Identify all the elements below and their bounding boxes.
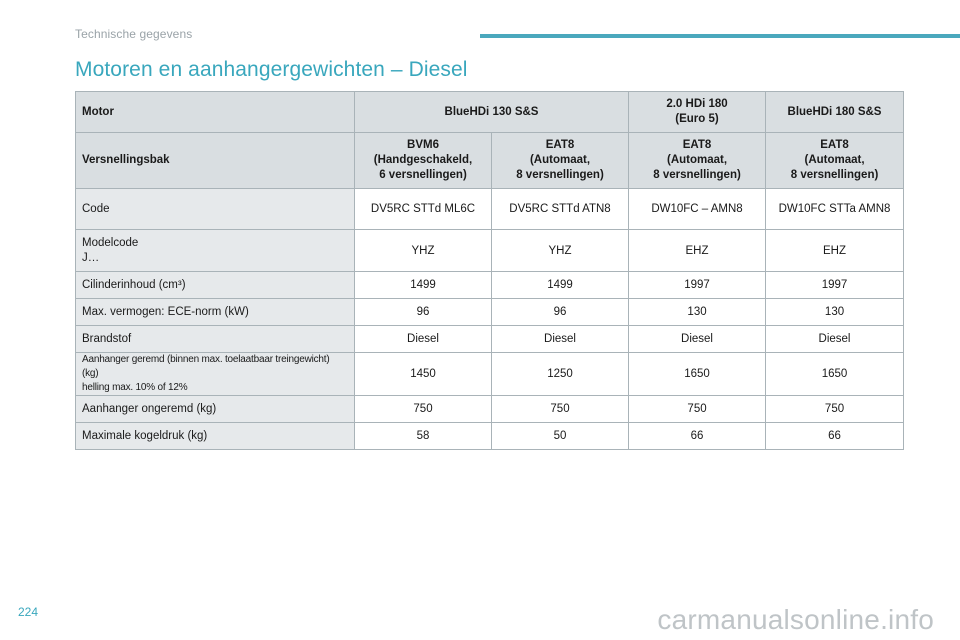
table-row bbox=[76, 230, 904, 272]
gearbox-cell: EAT8 (Automaat, 8 versnellingen) bbox=[492, 133, 629, 189]
table-cell: 1499 bbox=[492, 272, 629, 299]
motor-header-label: Motor bbox=[76, 92, 355, 133]
table-header-row bbox=[76, 92, 904, 133]
gearbox-cell: BVM6 (Handgeschakeld, 6 versnellingen) bbox=[355, 133, 492, 189]
table-cell: YHZ bbox=[355, 230, 492, 272]
table-cell: 1650 bbox=[629, 353, 766, 396]
table-row bbox=[76, 299, 904, 326]
table-cell: 130 bbox=[629, 299, 766, 326]
table-row bbox=[76, 326, 904, 353]
header-accent-bar bbox=[480, 34, 960, 38]
gearbox-cell: EAT8 (Automaat, 8 versnellingen) bbox=[766, 133, 904, 189]
table-cell: 66 bbox=[629, 423, 766, 450]
table-cell: DV5RC STTd ATN8 bbox=[492, 189, 629, 230]
table-cell: 96 bbox=[492, 299, 629, 326]
table-cell: DW10FC STTa AMN8 bbox=[766, 189, 904, 230]
table-cell: 130 bbox=[766, 299, 904, 326]
table-cell: 750 bbox=[629, 396, 766, 423]
table-cell: 1499 bbox=[355, 272, 492, 299]
table-cell: 1650 bbox=[766, 353, 904, 396]
table-cell: 1450 bbox=[355, 353, 492, 396]
table-cell: 750 bbox=[355, 396, 492, 423]
table-cell: DV5RC STTd ML6C bbox=[355, 189, 492, 230]
table-cell: 1997 bbox=[766, 272, 904, 299]
row-label-modelcode: Modelcode J… bbox=[76, 230, 355, 272]
gearbox-label: Versnellingsbak bbox=[76, 133, 355, 189]
table-cell: 66 bbox=[766, 423, 904, 450]
page-number: 224 bbox=[18, 605, 39, 619]
table-cell: 1997 bbox=[629, 272, 766, 299]
table-cell: EHZ bbox=[629, 230, 766, 272]
row-label-code: Code bbox=[76, 189, 355, 230]
row-label-cilinderinhoud: Cilinderinhoud (cm³) bbox=[76, 272, 355, 299]
row-label-aanhanger-geremd: Aanhanger geremd (binnen max. toelaatbaar treingewicht) (kg) helling max. 10% of 12% bbox=[76, 353, 355, 396]
watermark: carmanualsonline.info bbox=[657, 604, 934, 635]
engine-header-hdi-180: 2.0 HDi 180 (Euro 5) bbox=[629, 92, 766, 133]
row-label-vermogen: Max. vermogen: ECE-norm (kW) bbox=[76, 299, 355, 326]
table-cell: Diesel bbox=[766, 326, 904, 353]
table-cell: 750 bbox=[766, 396, 904, 423]
table-row bbox=[76, 353, 904, 396]
table-row bbox=[76, 189, 904, 230]
row-label-brandstof: Brandstof bbox=[76, 326, 355, 353]
table-cell: EHZ bbox=[766, 230, 904, 272]
table-cell: Diesel bbox=[629, 326, 766, 353]
engine-header-bluehdi-180: BlueHDi 180 S&S bbox=[766, 92, 904, 133]
table-row bbox=[76, 272, 904, 299]
page-title: Motoren en aanhangergewichten – Diesel bbox=[75, 58, 468, 81]
table-cell: 58 bbox=[355, 423, 492, 450]
table-cell: 96 bbox=[355, 299, 492, 326]
engine-header-bluehdi-130: BlueHDi 130 S&S bbox=[355, 92, 629, 133]
table-cell: 750 bbox=[492, 396, 629, 423]
table-cell: Diesel bbox=[355, 326, 492, 353]
table-cell: 50 bbox=[492, 423, 629, 450]
row-label-aanhanger-ongeremd: Aanhanger ongeremd (kg) bbox=[76, 396, 355, 423]
table-row bbox=[76, 423, 904, 450]
table-cell: YHZ bbox=[492, 230, 629, 272]
row-label-kogeldruk: Maximale kogeldruk (kg) bbox=[76, 423, 355, 450]
engine-spec-table bbox=[75, 91, 904, 450]
table-cell: Diesel bbox=[492, 326, 629, 353]
table-cell: DW10FC – AMN8 bbox=[629, 189, 766, 230]
table-row bbox=[76, 396, 904, 423]
gearbox-row bbox=[76, 133, 904, 189]
section-header-title: Technische gegevens bbox=[75, 27, 193, 41]
gearbox-cell: EAT8 (Automaat, 8 versnellingen) bbox=[629, 133, 766, 189]
table-cell: 1250 bbox=[492, 353, 629, 396]
